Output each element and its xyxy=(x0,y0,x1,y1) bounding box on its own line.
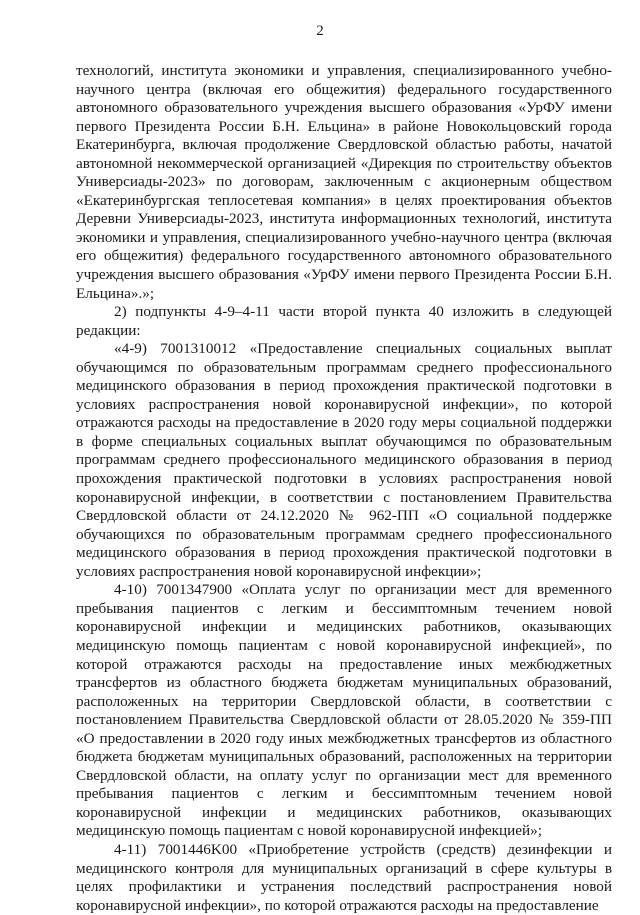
document-body xyxy=(76,62,612,915)
paragraph-subitem-4-10: 4-10) 7001347900 «Оплата услуг по организации мест для временного пребывания пациентов с легким и бессимптомным течением новой коронавирусной инфекции и медицинских работников, оказывающих медицинскую помощь пациентам с новой коронавирусной инфекцией», по которой отражаются расходы на предоставление иных межбюджетных трансфертов из областного бюджета бюджетам муниципальных образований, расположенных на территории Свердловской области, в соответствии с постановлением Правительства Свердловской области от 28.05.2020 № 359-ПП «О предоставлении в 2020 году иных межбюджетных трансфертов из областного бюджета бюджетам муниципальных образований, расположенных на территории Свердловской области, на оплату услуг по организации мест для временного пребывания пациентов с легким и бессимптомным течением новой коронавирусной инфекции и медицинских работников, оказывающих медицинскую помощь пациентам с новой коронавирусной инфекцией»; xyxy=(76,581,612,840)
paragraph-subitem-4-11: 4-11) 7001446K00 «Приобретение устройств (средств) дезинфекции и медицинского контроля для муниципальных организаций в сфере культуры в целях профилактики и устранения последствий распространения новой коронавирусной инфекции», по которой отражаются расходы на предоставление xyxy=(76,840,612,914)
page-number: 2 xyxy=(316,23,324,39)
paragraph-continuation: технологий, института экономики и управления, специализированного учебно-научного центра (включая его общежития) федерального государственного автономного образовательного учреждения высшего образования «УрФУ имени первого Президента России Б.Н. Ельцина» в районе Новокольцовский города Екатеринбурга, включая продолжение Свердловской областью работы, начатой автономной некоммерческой организацией «Дирекция по строительству объектов Универсиады-2023» по договорам, заключенным с акционерным обществом «Екатеринбургская теплосетевая компания» в целях проектирования объектов Деревни Универсиады-2023, института информационных технологий, института экономики и управления, специализированного учебно-научного центра (включая его общежития) федерального государственного автономного образовательного учреждения высшего образования «УрФУ имени первого Президента России Б.Н. Ельцина».»; xyxy=(76,62,612,302)
paragraph-item-2: 2) подпункты 4-9–4-11 части второй пункта 40 изложить в следующей редакции: xyxy=(76,303,612,339)
paragraph-subitem-4-9: «4-9) 7001310012 «Предоставление специальных социальных выплат обучающимся по образовательным программам среднего профессионального медицинского образования в период прохождения практической подготовки в условиях распространения новой коронавирусной инфекции», по которой отражаются расходы на предоставление в 2020 году меры социальной поддержки в форме специальных социальных выплат обучающимся по образовательным программам среднего профессионального медицинского образования в период прохождения практической подготовки в условиях распространения новой коронавирусной инфекции, в соответствии с постановлением Правительства Свердловской области от 24.12.2020 № 962-ПП «О социальной поддержке обучающихся по образовательным программам среднего профессионального медицинского образования в период прохождения практической подготовки в условиях распространения новой коронавирусной инфекции»; xyxy=(76,340,612,580)
